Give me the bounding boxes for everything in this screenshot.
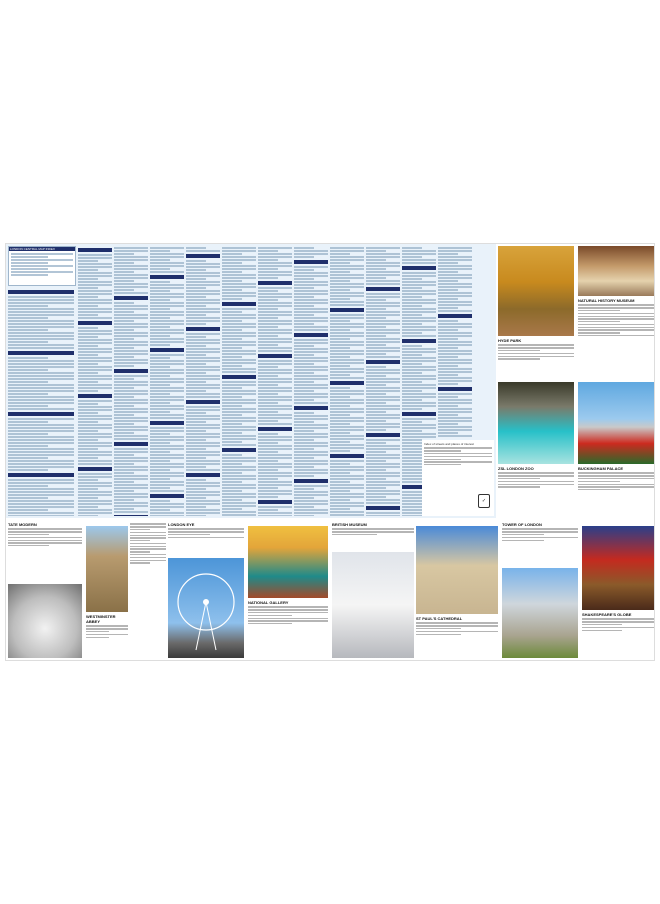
index-column: [78, 246, 112, 516]
card-westminster-text: [130, 522, 166, 656]
card-natural-history-museum: NATURAL HISTORY MUSEUM: [578, 298, 654, 380]
photo-shakespeares-globe: [582, 526, 654, 610]
fsc-logo-icon: ✓: [478, 494, 490, 508]
photo-british-museum: [332, 552, 414, 658]
index-column: [186, 246, 220, 516]
index-notes: [422, 440, 494, 516]
card-tate-modern: TATE MODERN: [8, 522, 82, 582]
index-column: [114, 246, 148, 516]
photo-london-zoo: [498, 382, 574, 464]
photo-buckingham-palace: [578, 382, 654, 464]
photo-hyde-park: [498, 246, 574, 336]
index-column: [438, 246, 472, 438]
card-tower-of-london: TOWER OF LONDON: [502, 522, 578, 566]
index-column: [330, 246, 364, 516]
card-westminster-abbey: WESTMINSTER ABBEY: [86, 614, 128, 658]
street-index: [6, 244, 496, 518]
photo-london-eye: [168, 558, 244, 658]
index-column: [366, 246, 400, 516]
card-shakespeares-globe: SHAKESPEARE'S GLOBE: [582, 612, 654, 658]
index-column: [8, 288, 74, 516]
index-column: [222, 246, 256, 516]
card-st-pauls-cathedral: ST PAUL'S CATHEDRAL: [416, 616, 498, 658]
card-british-museum: BRITISH MUSEUM: [332, 522, 414, 550]
photo-westminster-abbey: [86, 526, 128, 612]
index-column: [258, 246, 292, 516]
index-key-title: LONDON CENTRAL MAP INDEX: [9, 247, 75, 251]
card-national-gallery: NATIONAL GALLERY: [248, 600, 328, 658]
card-london-eye: LONDON EYE: [168, 522, 244, 556]
card-london-zoo: ZSL LONDON ZOO: [498, 466, 574, 518]
index-column: [294, 246, 328, 516]
index-note: Index of streets and places of interest: [424, 442, 474, 446]
photo-national-gallery: [248, 526, 328, 598]
london-eye-wheel-icon: [168, 558, 244, 658]
map-sheet-reverse: [6, 244, 654, 660]
card-hyde-park: HYDE PARK: [498, 338, 574, 380]
card-buckingham-palace: BUCKINGHAM PALACE: [578, 466, 654, 518]
photo-st-pauls-cathedral: [416, 526, 498, 614]
index-key-panel: [8, 246, 76, 286]
photo-natural-history-museum: [578, 246, 654, 296]
index-column: [150, 246, 184, 516]
photo-tower-of-london: [502, 568, 578, 658]
photo-tate-modern: [8, 584, 82, 658]
